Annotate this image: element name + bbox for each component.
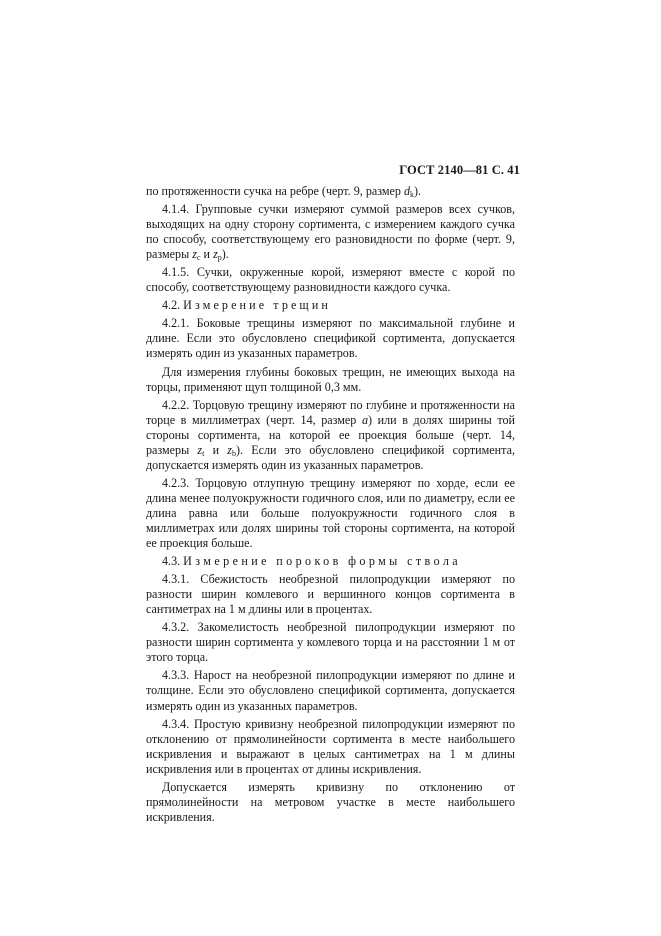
paragraph-4-2-1-extra: Для измерения глубины боковых трещин, не имеющих выхода на торцы, применяют щуп толщиной 0,3 мм. xyxy=(146,364,515,394)
paragraph-continuation xyxy=(146,184,515,199)
subscript: b xyxy=(231,448,236,458)
section-heading-4-3 xyxy=(146,554,515,569)
paragraph-4-2-3: 4.2.3. Торцовую отлупную трещину измеряют по хорде, если ее длина менее полуокружности годичного слоя, или по диаметру, если ее длина равна или больше полуокружности годичного слоя в миллиметрах или долях ширины той стороны сортимента, на которой ее проекция больше. xyxy=(146,475,515,551)
text-run: и xyxy=(200,247,214,262)
variable: z xyxy=(197,442,203,457)
page-header: ГОСТ 2140—81 С. 41 xyxy=(399,163,520,177)
subscript: p xyxy=(217,253,222,263)
paragraph-4-3-3: 4.3.3. Нарост на необрезной пилопродукции измеряют по длине и толщине. Если это обусловлено спецификой сортимента, допускается измерять один из указанных параметров. xyxy=(146,668,515,713)
paragraph-4-1-5: 4.1.5. Сучки, окруженные корой, измеряют вместе с корой по способу, соответствующему разновидности каждого сучка. xyxy=(146,265,515,295)
variable: а xyxy=(361,412,369,427)
section-heading-4-2 xyxy=(146,298,515,313)
text-run: ) или в долях ширины той стороны сортимента, на которой ее проекция больше (черт. 14, размеры xyxy=(146,412,515,457)
paragraph-4-2-2 xyxy=(146,398,515,473)
section-title: Измерение пороков формы ствола xyxy=(183,554,462,569)
text-run: ). xyxy=(413,184,422,198)
text-run: 4.1.4. Групповые сучки измеряют суммой размеров всех сучков, выходящих на одну сторону сортимента, с измерением каждого сучка по способу, соответствующему его разновидности по форме (черт. 9, размеры xyxy=(146,202,515,262)
section-number: 4.3. xyxy=(162,554,181,569)
text-run: ). Если это обусловлено спецификой сортимента, допускается измерять один из указанных параметров. xyxy=(146,442,515,472)
paragraph-4-3-4: 4.3.4. Простую кривизну необрезной пилопродукции измеряют по отклонению от прямолинейности сортимента в месте наибольшего искривления и выражают в целых сантиметрах на 1 м длины искривления или в процентах от длины искривления. xyxy=(146,716,515,776)
paragraph-4-3-1: 4.3.1. Сбежистость необрезной пилопродукции измеряют по разности ширин комлевого и вершинного концов сортимента в сантиметрах на 1 м длины или в процентах. xyxy=(146,572,515,617)
text-run: и xyxy=(204,442,228,457)
section-title: Измерение трещин xyxy=(183,298,331,313)
document-body xyxy=(146,184,515,828)
text-run: ). xyxy=(221,247,229,262)
subscript: k xyxy=(409,190,414,199)
subscript: t xyxy=(202,448,205,458)
variable: z xyxy=(192,247,197,262)
subscript: c xyxy=(196,253,201,263)
paragraph-4-3-4-extra: Допускается измерять кривизну по отклонению от прямолинейности на метровом участке в месте наибольшего искривления. xyxy=(146,779,515,824)
text-run: по протяженности сучка на ребре (черт. 9, размер xyxy=(146,184,404,198)
variable: z xyxy=(213,247,218,262)
paragraph-4-2-1: 4.2.1. Боковые трещины измеряют по максимальной глубине и длине. Если это обусловлено спецификой сортимента, допускается измерять один из указанных параметров. xyxy=(146,316,515,361)
text-run: 4.2.2. Торцовую трещину измеряют по глубине и протяженности на торце в миллиметрах (черт. 14, размер xyxy=(146,397,515,427)
variable: d xyxy=(403,184,410,198)
section-number: 4.2. xyxy=(162,298,181,313)
variable: z xyxy=(227,442,232,457)
paragraph-4-1-4 xyxy=(146,202,515,262)
paragraph-4-3-2: 4.3.2. Закомелистость необрезной пилопродукции измеряют по разности ширин сортимента у комлевого торца и на расстоянии 1 м от этого торца. xyxy=(146,620,515,665)
